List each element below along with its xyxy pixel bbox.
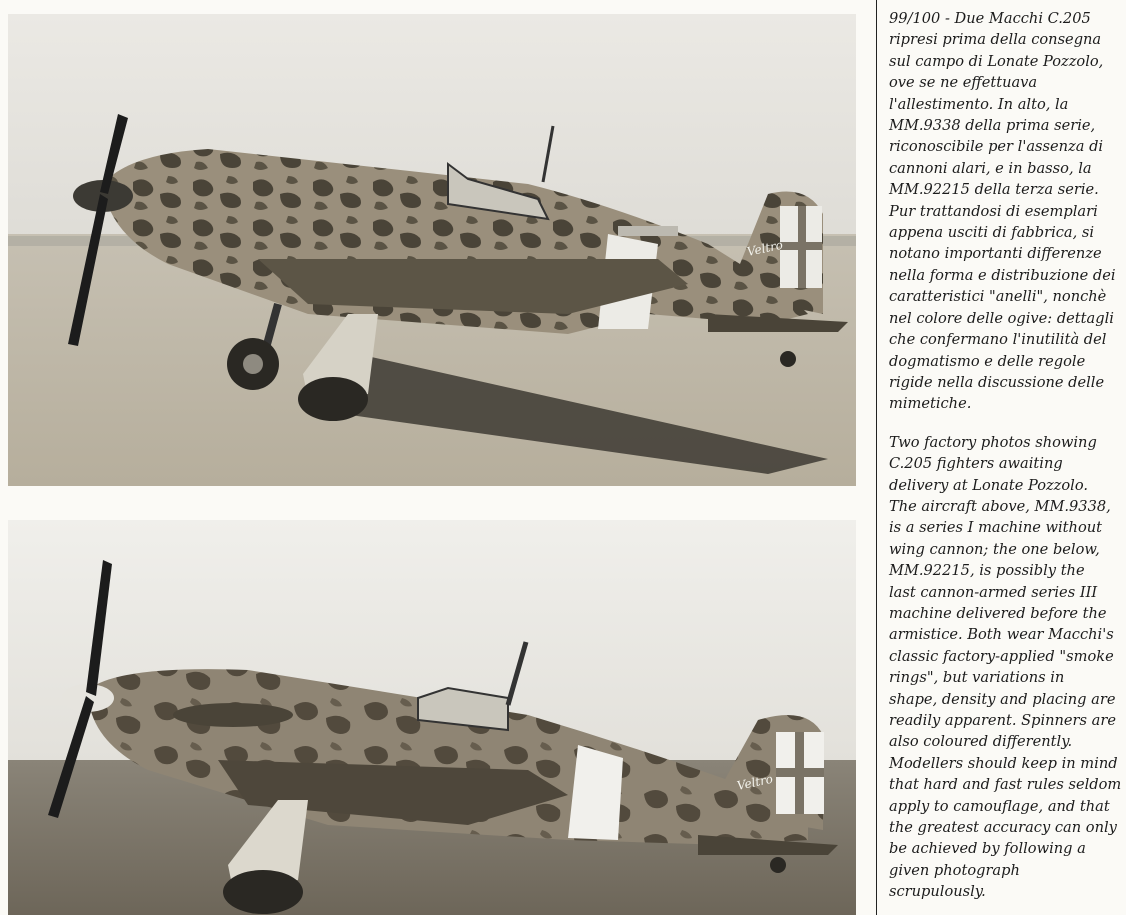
caption-line: MM.92215 della terza serie. bbox=[889, 181, 1099, 199]
caption-line: MM.92215, is possibly the bbox=[889, 562, 1085, 580]
caption-line: Modellers should keep in mind bbox=[889, 754, 1118, 772]
caption-line: riconoscibile per l'assenza di bbox=[889, 138, 1104, 156]
caption-line: l'allestimento. In alto, la bbox=[889, 95, 1069, 113]
caption-line: caratteristici "anelli", nonchè bbox=[889, 288, 1107, 306]
photo-bottom-mm92215 bbox=[8, 520, 856, 915]
caption-english bbox=[889, 432, 1121, 903]
caption-line: Pur trattandosi di esemplari bbox=[889, 202, 1098, 220]
caption-line: machine delivered before the bbox=[889, 604, 1107, 622]
caption-line: scrupulously. bbox=[889, 883, 986, 901]
caption-line: nel colore delle ogive: dettagli bbox=[889, 309, 1114, 327]
aircraft-photo-top bbox=[8, 14, 856, 486]
caption-line: readily apparent. Spinners are bbox=[889, 712, 1116, 729]
caption-line: given photograph bbox=[889, 861, 1020, 879]
caption-line: classic factory-applied "smoke bbox=[889, 647, 1114, 665]
caption-line: C.205 fighters awaiting bbox=[889, 455, 1063, 473]
caption-line: also coloured differently. bbox=[889, 733, 1073, 751]
aircraft-photo-bottom bbox=[8, 520, 856, 915]
caption-line: mimetiche. bbox=[889, 395, 972, 413]
photo-top-mm9338 bbox=[8, 14, 856, 486]
caption-line: rings", but variations in bbox=[889, 669, 1065, 687]
caption-line: last cannon-armed series III bbox=[889, 583, 1098, 601]
caption-line: appena usciti di fabbrica, si bbox=[889, 224, 1095, 242]
caption-line: cannoni alari, e in basso, la bbox=[889, 159, 1092, 177]
caption-line: MM.9338 della prima serie, bbox=[889, 117, 1096, 135]
caption-line: The aircraft above, MM.9338, bbox=[889, 497, 1111, 515]
caption-line: rigide nella discussione delle bbox=[889, 373, 1105, 391]
tail-lettering-top: Veltro bbox=[745, 237, 785, 259]
caption-line: notano importanti differenze bbox=[889, 245, 1102, 263]
column-divider bbox=[876, 0, 877, 915]
caption-line: apply to camouflage, and that bbox=[889, 797, 1110, 815]
caption-line: the greatest accuracy can only bbox=[889, 819, 1117, 837]
caption-line: ripresi prima della consegna bbox=[889, 31, 1102, 49]
caption-line: delivery at Lonate Pozzolo. bbox=[889, 476, 1088, 494]
caption-line: sul campo di Lonate Pozzolo, bbox=[889, 52, 1104, 70]
caption-line: Two factory photos showing bbox=[889, 433, 1097, 451]
caption-column bbox=[889, 8, 1121, 903]
caption-line: be achieved by following a bbox=[889, 840, 1086, 858]
caption-line: nella forma e distribuzione dei bbox=[889, 266, 1116, 284]
caption-line: ove se ne effettuava bbox=[889, 74, 1038, 92]
caption-line: that hard and fast rules seldom bbox=[889, 776, 1122, 794]
caption-line: armistice. Both wear Macchi's bbox=[889, 626, 1114, 644]
tail-lettering-bottom: Veltro bbox=[735, 771, 775, 793]
caption-line: che confermano l'inutilità del bbox=[889, 331, 1107, 349]
caption-line: dogmatismo e delle regole bbox=[889, 352, 1086, 370]
caption-italian bbox=[889, 8, 1121, 415]
caption-line: shape, density and placing are bbox=[889, 690, 1116, 708]
caption-line: 99/100 - Due Macchi C.205 bbox=[889, 10, 1091, 27]
caption-line: wing cannon; the one below, bbox=[889, 540, 1100, 558]
caption-line: is a series I machine without bbox=[889, 519, 1102, 537]
